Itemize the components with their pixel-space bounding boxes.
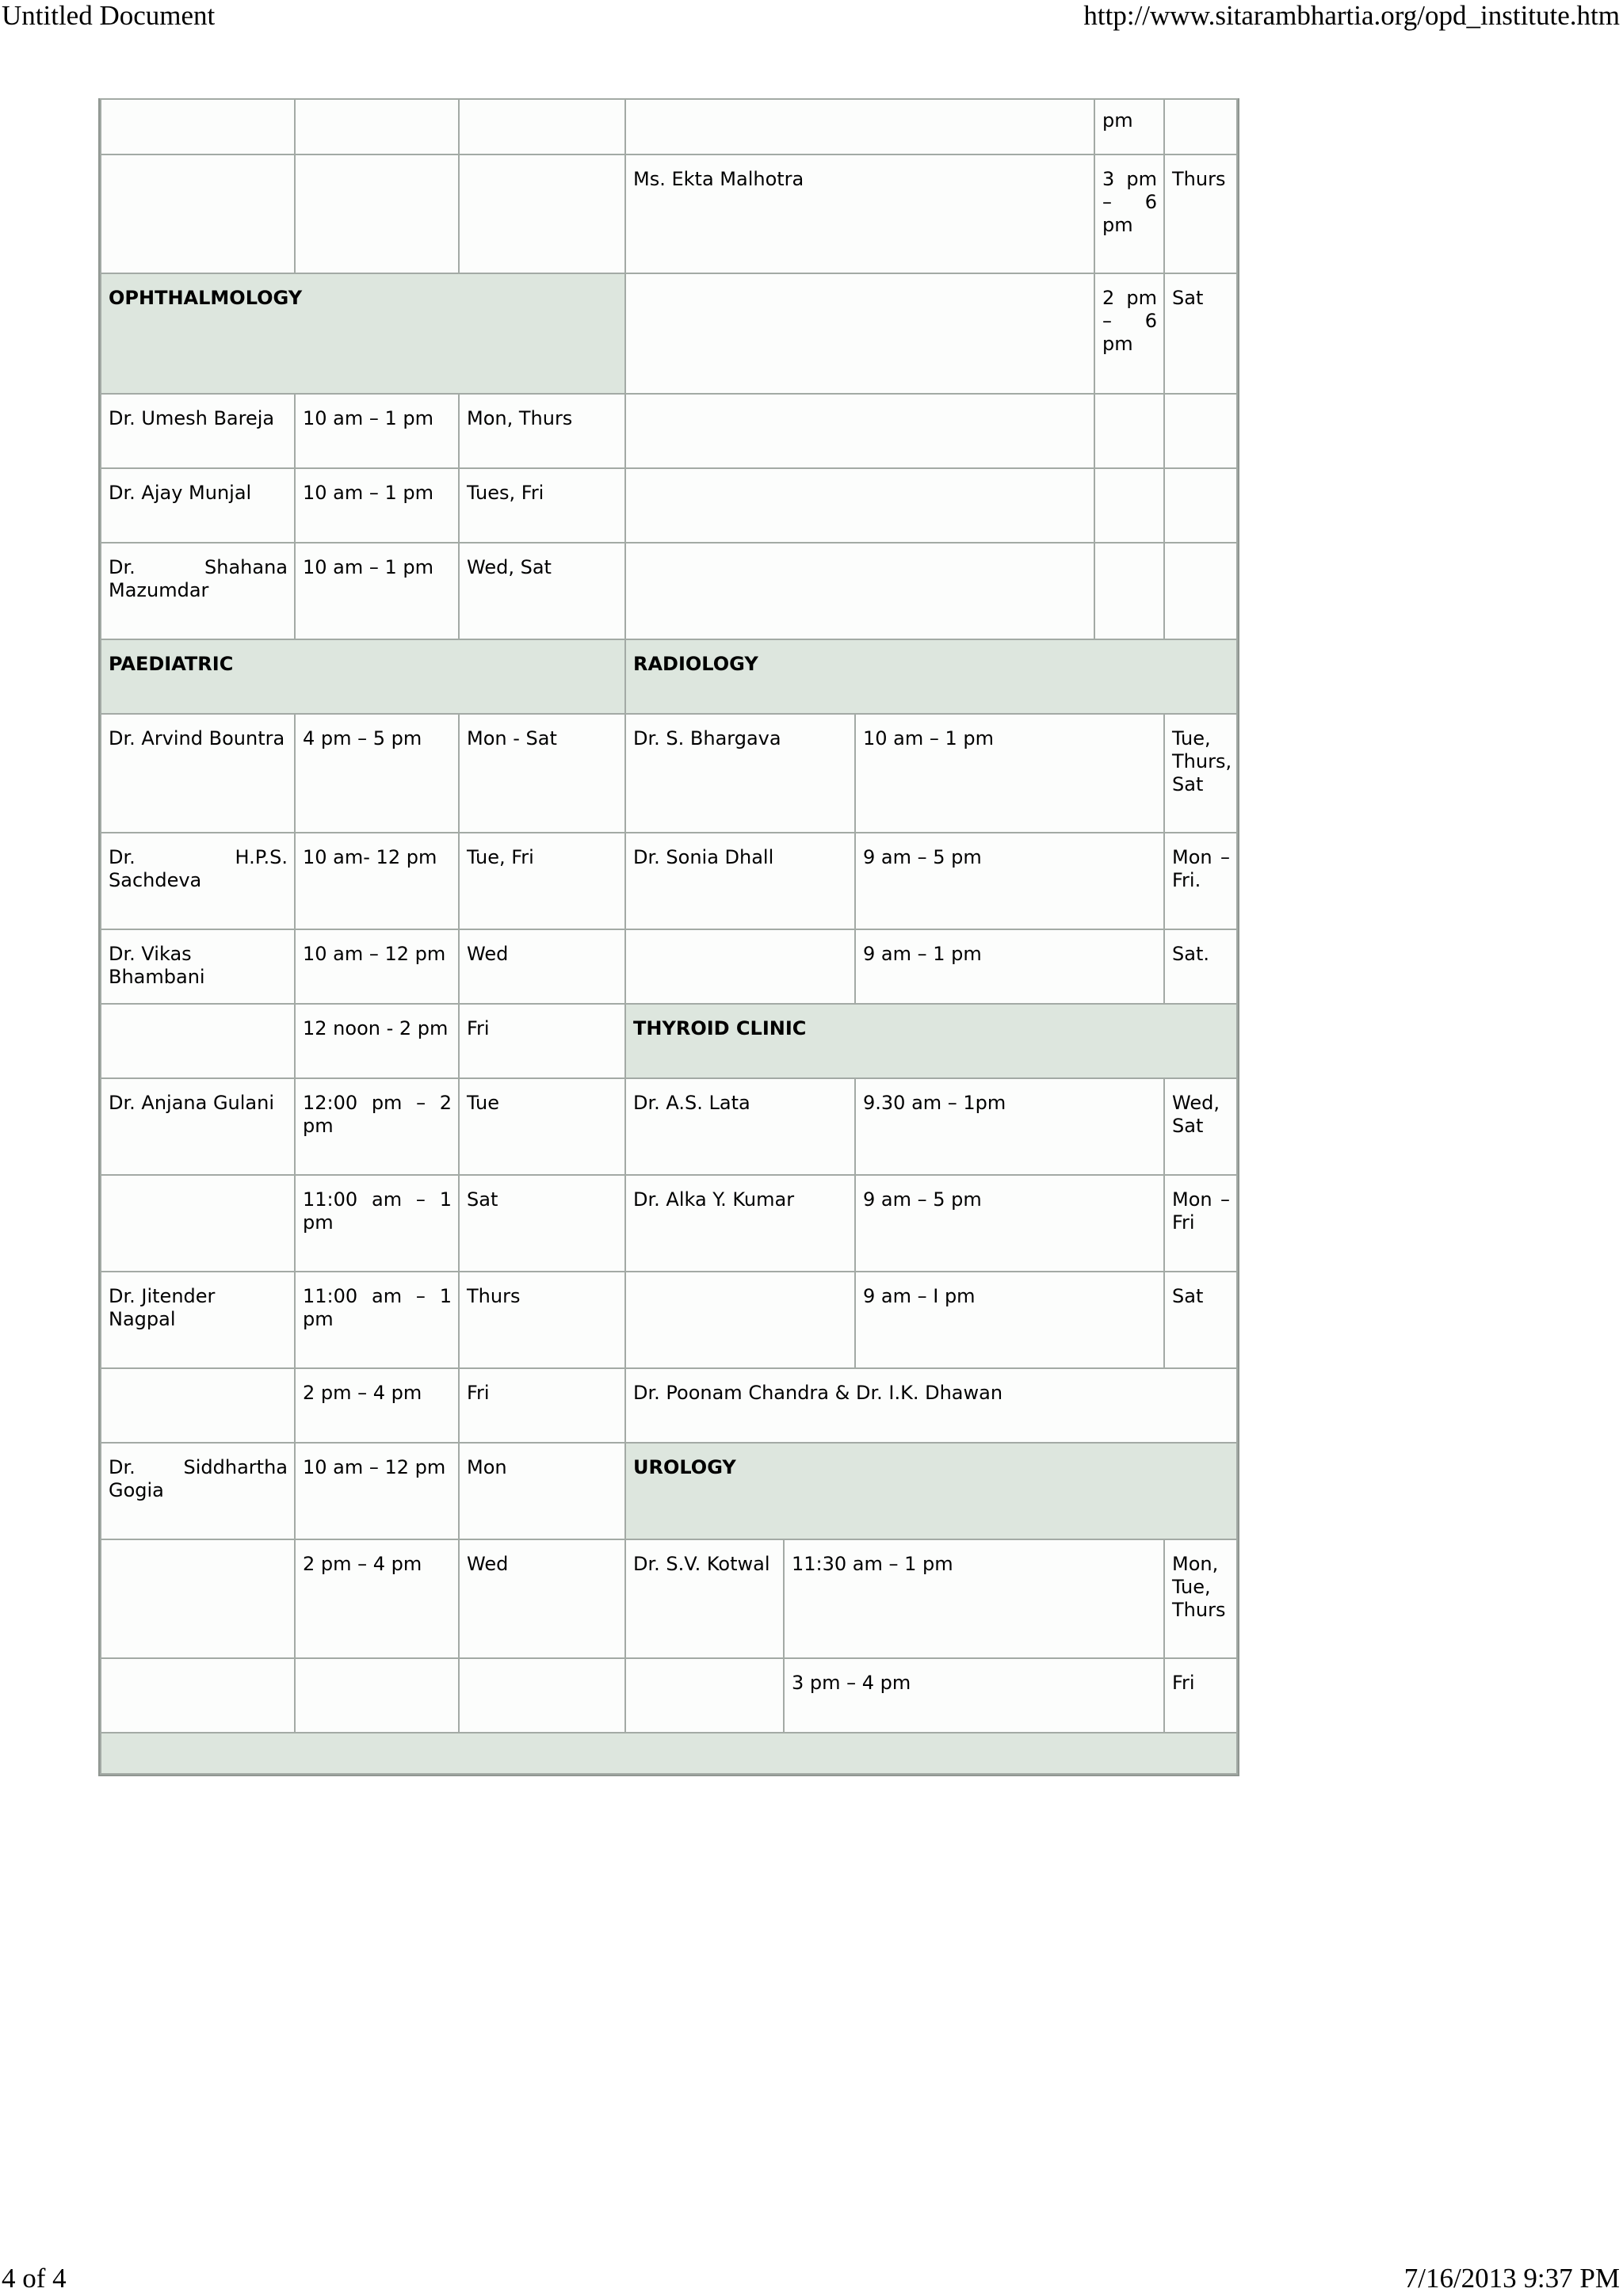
- time-cell: 10 am – 12 pm: [294, 1442, 460, 1540]
- doctor-name: Dr. Anjana Gulani: [100, 1077, 296, 1176]
- time-cell: 9 am – 1 pm: [854, 929, 1165, 1005]
- doctor-name: Dr. Shahana Mazumdar: [100, 542, 296, 640]
- doctor-name: Dr. Ajay Munjal: [100, 467, 296, 543]
- time-cell: 10 am- 12 pm: [294, 832, 460, 930]
- doctor-name: [100, 1003, 296, 1079]
- time-cell: 12 noon - 2 pm: [294, 1003, 460, 1079]
- days-cell: Fri: [1163, 1657, 1238, 1733]
- doctor-name: Ms. Ekta Malhotra: [624, 154, 1095, 274]
- days-cell: Tue, Thurs, Sat: [1163, 713, 1238, 833]
- days-cell: Wed, Sat: [458, 542, 626, 640]
- days-cell: Sat.: [1163, 929, 1238, 1005]
- time-cell: 4 pm – 5 pm: [294, 713, 460, 833]
- print-timestamp: 7/16/2013 9:37 PM: [1403, 2263, 1620, 2294]
- time-cell: pm: [1094, 98, 1165, 155]
- section-heading-ophthalmology: OPHTHALMOLOGY: [100, 273, 626, 395]
- table-cell: [1163, 98, 1238, 155]
- time-cell: 12:00 pm – 2 pm: [294, 1077, 460, 1176]
- time-cell: 2 pm – 6 pm: [1094, 273, 1165, 395]
- document-title: Untitled Document: [2, 0, 216, 31]
- days-cell: Mon, Tue, Thurs: [1163, 1539, 1238, 1659]
- time-cell: 2 pm – 4 pm: [294, 1367, 460, 1444]
- table-cell: [458, 1657, 626, 1733]
- days-cell: Tue: [458, 1077, 626, 1176]
- table-cell: [624, 1657, 785, 1733]
- days-cell: Fri: [458, 1003, 626, 1079]
- table-cell: [624, 467, 1095, 543]
- days-cell: Tues, Fri: [458, 467, 626, 543]
- table-cell: [1094, 542, 1165, 640]
- doctor-name: Dr. Jitender Nagpal: [100, 1271, 296, 1369]
- days-cell: Sat: [1163, 1271, 1238, 1369]
- table-cell: [624, 393, 1095, 469]
- table-cell: [458, 98, 626, 155]
- doctor-name: Dr. Alka Y. Kumar: [624, 1174, 856, 1272]
- doctor-name: Dr. Sonia Dhall: [624, 832, 856, 930]
- time-cell: 10 am – 1 pm: [294, 393, 460, 469]
- days-cell: Sat: [458, 1174, 626, 1272]
- section-heading-paediatric: PAEDIATRIC: [100, 639, 626, 715]
- table-cell: [624, 98, 1095, 155]
- time-cell: 3 pm – 4 pm: [783, 1657, 1165, 1733]
- days-cell: Mon - Sat: [458, 713, 626, 833]
- doctor-name: Dr. A.S. Lata: [624, 1077, 856, 1176]
- days-cell: Fri: [458, 1367, 626, 1444]
- time-cell: 10 am – 1 pm: [294, 467, 460, 543]
- doctor-name: [100, 1367, 296, 1444]
- table-cell: [1163, 467, 1238, 543]
- table-cell: [1163, 542, 1238, 640]
- days-cell: Sat: [1163, 273, 1238, 395]
- table-cell: [100, 1657, 296, 1733]
- doctor-name: [100, 1174, 296, 1272]
- days-cell: Mon – Fri.: [1163, 832, 1238, 930]
- time-cell: 11:00 am – 1 pm: [294, 1271, 460, 1369]
- time-cell: 9 am – 5 pm: [854, 832, 1165, 930]
- doctor-name: Dr. Vikas Bhambani: [100, 929, 296, 1005]
- days-cell: Wed: [458, 929, 626, 1005]
- days-cell: Wed: [458, 1539, 626, 1659]
- time-cell: 10 am – 1 pm: [854, 713, 1165, 833]
- doctor-name: Dr. Arvind Bountra: [100, 713, 296, 833]
- table-cell: [624, 273, 1095, 395]
- table-cell: [624, 542, 1095, 640]
- days-cell: Mon – Fri: [1163, 1174, 1238, 1272]
- time-cell: 11:30 am – 1 pm: [783, 1539, 1165, 1659]
- time-cell: 2 pm – 4 pm: [294, 1539, 460, 1659]
- time-cell: 10 am – 12 pm: [294, 929, 460, 1005]
- doctor-name: Dr. Siddhartha Gogia: [100, 1442, 296, 1540]
- table-cell: [1094, 467, 1165, 543]
- table-cell: [294, 98, 460, 155]
- section-heading-radiology: RADIOLOGY: [624, 639, 1238, 715]
- days-cell: Mon: [458, 1442, 626, 1540]
- doctor-name: Dr. S. Bhargava: [624, 713, 856, 833]
- table-cell: [294, 1657, 460, 1733]
- table-footer-band: [100, 1732, 1238, 1775]
- page-number: 4 of 4: [2, 2263, 67, 2294]
- time-cell: 11:00 am – 1 pm: [294, 1174, 460, 1272]
- table-cell: [458, 154, 626, 274]
- time-cell: 10 am – 1 pm: [294, 542, 460, 640]
- table-cell: [1094, 393, 1165, 469]
- time-cell: 9 am – I pm: [854, 1271, 1165, 1369]
- time-cell: 9 am – 5 pm: [854, 1174, 1165, 1272]
- days-cell: Thurs: [458, 1271, 626, 1369]
- thyroid-clinic-note: Dr. Poonam Chandra & Dr. I.K. Dhawan: [624, 1367, 1238, 1444]
- days-cell: Wed, Sat: [1163, 1077, 1238, 1176]
- table-cell: [624, 929, 856, 1005]
- section-heading-thyroid-clinic: THYROID CLINIC: [624, 1003, 1238, 1079]
- doctor-name: Dr. Umesh Bareja: [100, 393, 296, 469]
- table-cell: [100, 154, 296, 274]
- opd-schedule-table: [98, 98, 1239, 1776]
- days-cell: Tue, Fri: [458, 832, 626, 930]
- days-cell: Thurs: [1163, 154, 1238, 274]
- table-cell: [624, 1271, 856, 1369]
- days-cell: Mon, Thurs: [458, 393, 626, 469]
- doctor-name: Dr. S.V. Kotwal: [624, 1539, 785, 1659]
- page-url: http://www.sitarambhartia.org/opd_institute.htm: [1083, 0, 1620, 31]
- section-heading-urology: UROLOGY: [624, 1442, 1238, 1540]
- table-cell: [1163, 393, 1238, 469]
- doctor-name: [100, 1539, 296, 1659]
- time-cell: 3 pm – 6 pm: [1094, 154, 1165, 274]
- table-cell: [100, 98, 296, 155]
- time-cell: 9.30 am – 1pm: [854, 1077, 1165, 1176]
- doctor-name: Dr. H.P.S. Sachdeva: [100, 832, 296, 930]
- table-cell: [294, 154, 460, 274]
